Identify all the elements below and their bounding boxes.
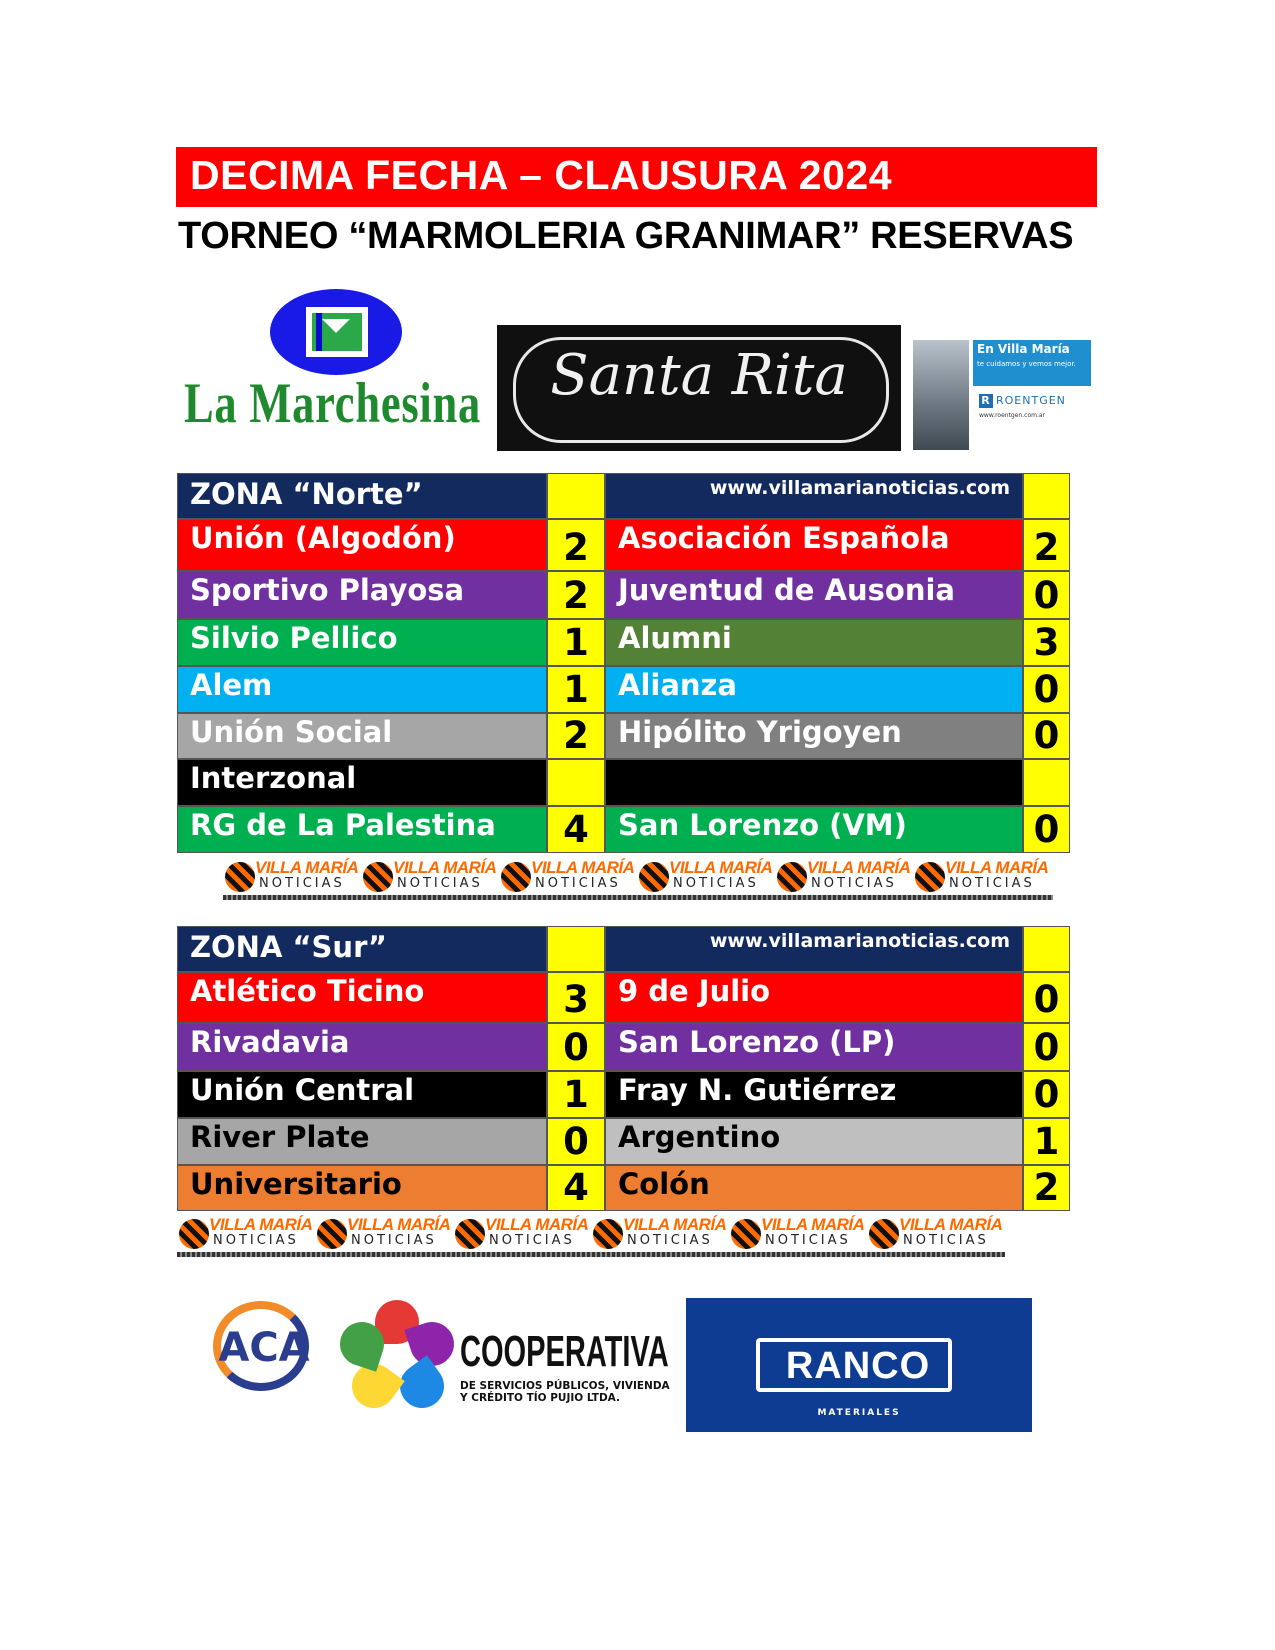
vmn-title: VILLA MARÍA [669, 858, 773, 877]
vmn-title: VILLA MARÍA [347, 1215, 451, 1234]
aca-text: ACA [218, 1325, 310, 1371]
home-team-cell [177, 806, 547, 853]
away-team-cell [605, 713, 1023, 759]
away-team-cell [605, 1071, 1023, 1118]
home-team-cell [177, 666, 547, 713]
building-photo [913, 340, 969, 450]
ball-icon [869, 1219, 899, 1249]
roentgen-banner-title: En Villa María [977, 342, 1070, 356]
home-score: 1 [563, 1073, 589, 1116]
vmn-logo [223, 856, 361, 900]
ball-icon [455, 1219, 485, 1249]
roentgen-url-text: www.roentgen.com.ar [979, 412, 1046, 419]
away-score-cell [1023, 1165, 1070, 1211]
interzonal-label: Interzonal [190, 761, 357, 795]
roentgen-r-icon: R [979, 394, 993, 408]
home-team-cell [177, 1165, 547, 1211]
vmn-sub: NOTICIAS [397, 876, 483, 891]
table-row [177, 972, 1070, 1023]
away-score: 0 [1033, 714, 1060, 757]
home-team: Universitario [190, 1167, 402, 1201]
home-team: Unión Central [190, 1073, 415, 1107]
away-team: Hipólito Yrigoyen [618, 715, 902, 749]
vmn-title: VILLA MARÍA [531, 858, 635, 877]
la-marchesina-name: La Marchesina [184, 372, 482, 435]
page-title: DECIMA FECHA – CLAUSURA 2024 [190, 152, 892, 198]
vmn-sub: NOTICIAS [535, 876, 621, 891]
away-score-cell [1023, 713, 1070, 759]
vmn-logo [867, 1213, 1005, 1257]
santa-rita-name: Santa Rita [550, 343, 848, 408]
vmn-sub: NOTICIAS [627, 1233, 713, 1248]
home-score: 3 [563, 978, 589, 1021]
away-score: 2 [1033, 1166, 1060, 1209]
roentgen-url [979, 412, 1089, 420]
away-score-cell [1023, 519, 1070, 571]
home-score-cell [547, 619, 605, 666]
score-cell [547, 473, 605, 519]
away-team: Alianza [618, 668, 737, 702]
vmn-sub: NOTICIAS [489, 1233, 575, 1248]
home-team: River Plate [190, 1120, 370, 1154]
score-cell [547, 759, 605, 806]
home-team: Unión Social [190, 715, 393, 749]
home-team: Alem [190, 668, 273, 702]
home-team: Silvio Pellico [190, 621, 398, 655]
away-score-cell [1023, 1118, 1070, 1165]
zona-sur-table [177, 926, 1070, 1211]
table-row [177, 666, 1070, 713]
away-team: 9 de Julio [618, 974, 771, 1008]
vmn-title: VILLA MARÍA [485, 1215, 589, 1234]
ranco-logo [686, 1298, 1032, 1432]
away-score-cell [1023, 806, 1070, 853]
divider [223, 895, 1053, 900]
table-row [177, 1165, 1070, 1211]
vmn-title: VILLA MARÍA [807, 858, 911, 877]
away-team: Fray N. Gutiérrez [618, 1073, 897, 1107]
away-team-cell [605, 1118, 1023, 1165]
ball-icon [593, 1219, 623, 1249]
ball-icon [317, 1219, 347, 1249]
ball-icon [501, 862, 531, 892]
away-score-cell [1023, 1071, 1070, 1118]
url-cell [605, 473, 1023, 519]
home-score: 1 [563, 668, 589, 711]
home-score-cell [547, 806, 605, 853]
home-score-cell [547, 1023, 605, 1071]
home-score-cell [547, 1071, 605, 1118]
vmn-title: VILLA MARÍA [255, 858, 359, 877]
home-team-cell [177, 619, 547, 666]
vmn-sub: NOTICIAS [765, 1233, 851, 1248]
table-row [177, 1071, 1070, 1118]
score-cell [547, 926, 605, 972]
table-row [177, 1023, 1070, 1071]
score-cell [1023, 759, 1070, 806]
away-team: Alumni [618, 621, 732, 655]
vmn-logo [177, 1213, 315, 1257]
away-score-cell [1023, 666, 1070, 713]
vmn-title: VILLA MARÍA [945, 858, 1049, 877]
site-url: www.villamarianoticias.com [709, 477, 1010, 499]
vmn-title: VILLA MARÍA [209, 1215, 313, 1234]
ball-icon [363, 862, 393, 892]
roentgen-ad [913, 340, 1091, 450]
home-score-cell [547, 972, 605, 1023]
table-row [177, 571, 1070, 619]
page-subtitle: TORNEO “MARMOLERIA GRANIMAR” RESERVAS [178, 215, 1074, 257]
home-score: 1 [563, 621, 589, 664]
roentgen-brand-name: ROENTGEN [996, 394, 1066, 407]
home-score-cell [547, 666, 605, 713]
santa-rita-logo [497, 325, 901, 451]
home-team-cell [177, 571, 547, 619]
ranco-name: RANCO [785, 1345, 931, 1387]
away-team-cell [605, 972, 1023, 1023]
la-marchesina-emblem [270, 289, 402, 375]
zone-label: ZONA “Sur” [190, 930, 387, 964]
cooperativa-title: COOPERATIVA [460, 1327, 669, 1376]
vmn-logo [315, 1213, 453, 1257]
ball-icon [639, 862, 669, 892]
vmn-title: VILLA MARÍA [623, 1215, 727, 1234]
roentgen-banner [973, 340, 1091, 386]
roentgen-brand [979, 394, 1066, 408]
home-team-cell [177, 1023, 547, 1071]
cooperativa-subtitle [460, 1380, 670, 1404]
vmn-sub: NOTICIAS [213, 1233, 299, 1248]
home-score: 2 [563, 574, 589, 617]
away-team-cell [605, 1023, 1023, 1071]
ball-icon [179, 1219, 209, 1249]
vmn-logo [729, 1213, 867, 1257]
vmn-logo [453, 1213, 591, 1257]
home-team: Rivadavia [190, 1025, 350, 1059]
site-url: www.villamarianoticias.com [709, 930, 1010, 952]
vmn-sub: NOTICIAS [811, 876, 897, 891]
vmn-logo [775, 856, 913, 900]
url-cell [605, 926, 1023, 972]
away-team-cell [605, 619, 1023, 666]
divider [177, 1252, 1005, 1257]
interzonal-label-cell [177, 759, 547, 806]
vmn-logo [637, 856, 775, 900]
ranco-sub: MATERIALES [817, 1408, 901, 1418]
score-cell [1023, 926, 1070, 972]
table-header-row [177, 473, 1070, 519]
vmn-sub: NOTICIAS [259, 876, 345, 891]
away-score: 1 [1033, 1120, 1060, 1163]
away-score: 0 [1033, 1073, 1060, 1116]
home-score: 0 [563, 1026, 589, 1069]
away-team: Colón [618, 1167, 710, 1201]
home-score: 4 [563, 808, 589, 851]
away-score: 0 [1033, 668, 1060, 711]
away-team-cell [605, 666, 1023, 713]
zona-norte-table [177, 473, 1070, 853]
home-score-cell [547, 519, 605, 571]
home-score-cell [547, 571, 605, 619]
table-row [177, 806, 1070, 853]
away-score: 3 [1033, 621, 1060, 664]
vmn-sub: NOTICIAS [673, 876, 759, 891]
home-team-cell [177, 519, 547, 571]
away-team: Argentino [618, 1120, 781, 1154]
vmn-sub: NOTICIAS [351, 1233, 437, 1248]
vmn-logo [499, 856, 637, 900]
home-team-cell [177, 972, 547, 1023]
away-score: 2 [1033, 526, 1060, 569]
ball-icon [777, 862, 807, 892]
table-row [177, 519, 1070, 571]
away-team: Asociación Española [618, 521, 950, 555]
zone-label-cell [177, 473, 547, 519]
away-team: San Lorenzo (LP) [618, 1025, 896, 1059]
ranco-box [756, 1338, 952, 1392]
score-cell [1023, 473, 1070, 519]
vmn-sub: NOTICIAS [903, 1233, 989, 1248]
home-team: RG de La Palestina [190, 808, 496, 842]
vmn-title: VILLA MARÍA [761, 1215, 865, 1234]
vmn-title: VILLA MARÍA [899, 1215, 1003, 1234]
away-team-cell [605, 1165, 1023, 1211]
away-score: 0 [1033, 808, 1060, 851]
vmn-banner-strip [223, 856, 1053, 900]
table-row [177, 619, 1070, 666]
home-score-cell [547, 1118, 605, 1165]
home-score: 0 [563, 1120, 589, 1163]
vmn-logo [913, 856, 1051, 900]
away-team-cell [605, 519, 1023, 571]
home-score-cell [547, 713, 605, 759]
home-score: 4 [563, 1166, 589, 1209]
away-team: Juventud de Ausonia [618, 573, 955, 607]
away-team: San Lorenzo (VM) [618, 808, 907, 842]
away-score-cell [1023, 571, 1070, 619]
away-score-cell [1023, 1023, 1070, 1071]
empty-cell [605, 759, 1023, 806]
interzonal-row [177, 759, 1070, 806]
cooperativa-subtitle-line: Y CRÉDITO TÍO PUJIO LTDA. [460, 1392, 620, 1404]
vmn-sub: NOTICIAS [949, 876, 1035, 891]
away-score: 0 [1033, 978, 1060, 1021]
away-team-cell [605, 806, 1023, 853]
cooperativa-emblem [338, 1300, 456, 1414]
cooperativa-subtitle-line: DE SERVICIOS PÚBLICOS, VIVIENDA [460, 1380, 670, 1392]
table-header-row [177, 926, 1070, 972]
away-score: 0 [1033, 1026, 1060, 1069]
home-team-cell [177, 713, 547, 759]
zone-label-cell [177, 926, 547, 972]
home-team: Sportivo Playosa [190, 573, 465, 607]
ball-icon [731, 1219, 761, 1249]
home-score: 2 [563, 714, 589, 757]
vmn-logo [591, 1213, 729, 1257]
roentgen-banner-sub: te cuidamos y vemos mejor. [977, 360, 1076, 368]
away-score-cell [1023, 619, 1070, 666]
away-score: 0 [1033, 574, 1060, 617]
home-team: Unión (Algodón) [190, 521, 456, 555]
table-row [177, 713, 1070, 759]
la-marchesina-logo [177, 285, 495, 447]
away-team-cell [605, 571, 1023, 619]
home-team-cell [177, 1071, 547, 1118]
table-row [177, 1118, 1070, 1165]
aca-logo [205, 1297, 323, 1397]
home-score-cell [547, 1165, 605, 1211]
home-team: Atlético Ticino [190, 974, 425, 1008]
vmn-logo [361, 856, 499, 900]
vmn-title: VILLA MARÍA [393, 858, 497, 877]
home-score: 2 [563, 526, 589, 569]
vmn-banner-strip [177, 1213, 1005, 1257]
ball-icon [915, 862, 945, 892]
ball-icon [225, 862, 255, 892]
home-team-cell [177, 1118, 547, 1165]
zone-label: ZONA “Norte” [190, 477, 423, 511]
away-score-cell [1023, 972, 1070, 1023]
